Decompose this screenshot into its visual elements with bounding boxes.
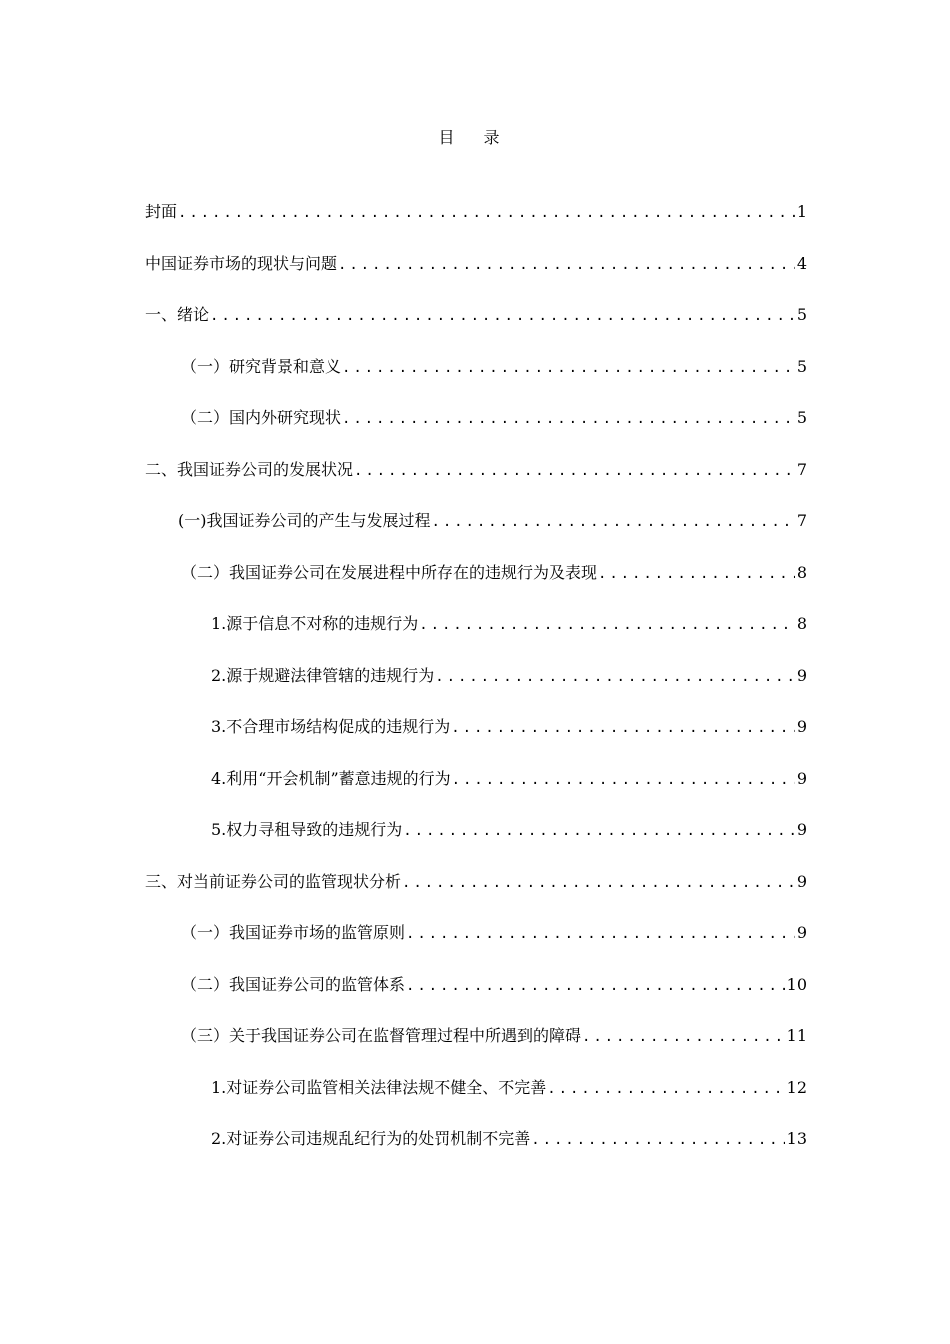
toc-dot-leader <box>451 716 795 740</box>
toc-entry-page: 5 <box>796 305 807 324</box>
toc-dot-leader <box>547 1077 784 1101</box>
toc-entry-page: 7 <box>796 511 807 530</box>
toc-entry-label: 中国证券市场的现状与问题 <box>145 253 338 273</box>
toc-entry-page: 1 <box>796 202 807 221</box>
toc-dot-leader <box>452 768 795 792</box>
toc-entry-label: 封面 <box>145 202 178 221</box>
toc-entry-page: 8 <box>796 614 807 633</box>
toc-entry-label: 4.利用“开会机制”蓄意违规的行为 <box>211 768 451 788</box>
toc-entry[interactable] <box>145 870 807 922</box>
toc-entry[interactable] <box>145 715 807 767</box>
toc-dot-leader <box>403 819 795 843</box>
toc-entry[interactable] <box>145 406 807 458</box>
toc-entry[interactable] <box>145 355 807 407</box>
toc-entry-page: 8 <box>796 562 807 582</box>
toc-entry-page: 13 <box>786 1129 807 1148</box>
toc-entry-label: 3.不合理市场结构促成的违规行为 <box>211 717 451 736</box>
toc-dot-leader <box>342 356 795 380</box>
toc-entry-page: 9 <box>796 665 807 685</box>
toc-entry[interactable] <box>145 818 807 870</box>
toc-entry-page: 9 <box>796 717 807 736</box>
toc-dot-leader <box>435 665 795 689</box>
toc-entry[interactable] <box>145 509 807 561</box>
toc-entry[interactable] <box>145 458 807 510</box>
toc-entry-label: （二）国内外研究现状 <box>181 408 342 427</box>
toc-entry-page: 9 <box>796 768 807 788</box>
toc-list <box>145 200 807 1179</box>
toc-entry-label: （二）我国证券公司在发展进程中所存在的违规行为及表现 <box>181 562 598 582</box>
toc-entry-label: 2.对证券公司违规乱纪行为的处罚机制不完善 <box>211 1129 531 1148</box>
toc-entry-page: 5 <box>796 356 807 376</box>
toc-entry[interactable] <box>145 1024 807 1076</box>
toc-entry-page: 9 <box>796 871 807 891</box>
toc-entry-label: (一)我国证券公司的产生与发展过程 <box>178 511 431 530</box>
toc-entry[interactable] <box>145 200 807 252</box>
toc-entry-label: 2.源于规避法律管辖的违规行为 <box>211 665 435 685</box>
toc-entry[interactable] <box>145 252 807 304</box>
toc-entry-page: 5 <box>796 408 807 427</box>
toc-entry[interactable] <box>145 921 807 973</box>
toc-entry-label: 二、我国证券公司的发展状况 <box>145 459 354 479</box>
toc-dot-leader <box>210 304 795 328</box>
toc-dot-leader <box>354 459 795 483</box>
toc-entry[interactable] <box>145 664 807 716</box>
toc-dot-leader <box>342 407 795 431</box>
toc-entry-label: （三）关于我国证券公司在监督管理过程中所遇到的障碍 <box>181 1026 582 1045</box>
toc-entry-page: 7 <box>796 459 807 479</box>
toc-entry-label: （一）研究背景和意义 <box>181 356 342 376</box>
toc-entry[interactable] <box>145 612 807 664</box>
toc-entry-page: 9 <box>796 820 807 839</box>
toc-entry-label: （二）我国证券公司的监管体系 <box>181 974 406 994</box>
toc-entry[interactable] <box>145 973 807 1025</box>
toc-entry[interactable] <box>145 303 807 355</box>
toc-entry-label: 1.源于信息不对称的违规行为 <box>211 614 419 633</box>
toc-entry-page: 9 <box>796 923 807 942</box>
toc-entry[interactable] <box>145 1076 807 1128</box>
toc-dot-leader <box>598 562 795 586</box>
toc-entry-page: 10 <box>786 974 807 994</box>
toc-dot-leader <box>406 974 785 998</box>
toc-entry-label: 一、绪论 <box>145 305 210 324</box>
toc-entry[interactable] <box>145 561 807 613</box>
toc-dot-leader <box>406 922 795 946</box>
toc-dot-leader <box>432 510 795 534</box>
toc-entry-page: 4 <box>796 253 807 273</box>
toc-entry-label: 三、对当前证券公司的监管现状分析 <box>145 871 402 891</box>
toc-dot-leader <box>419 613 795 637</box>
toc-entry-page: 11 <box>786 1026 807 1045</box>
toc-dot-leader <box>531 1128 784 1152</box>
toc-entry-label: 5.权力寻租导致的违规行为 <box>211 820 403 839</box>
toc-entry-label: （一）我国证券市场的监管原则 <box>181 923 406 942</box>
toc-entry-page: 12 <box>786 1077 807 1097</box>
toc-dot-leader <box>402 871 795 895</box>
toc-entry-label: 1.对证券公司监管相关法律法规不健全、不完善 <box>211 1077 547 1097</box>
toc-entry[interactable] <box>145 1127 807 1179</box>
toc-dot-leader <box>178 201 795 225</box>
toc-dot-leader <box>338 253 795 277</box>
toc-title: 目 录 <box>438 128 512 147</box>
toc-entry[interactable] <box>145 767 807 819</box>
toc-dot-leader <box>582 1025 785 1049</box>
